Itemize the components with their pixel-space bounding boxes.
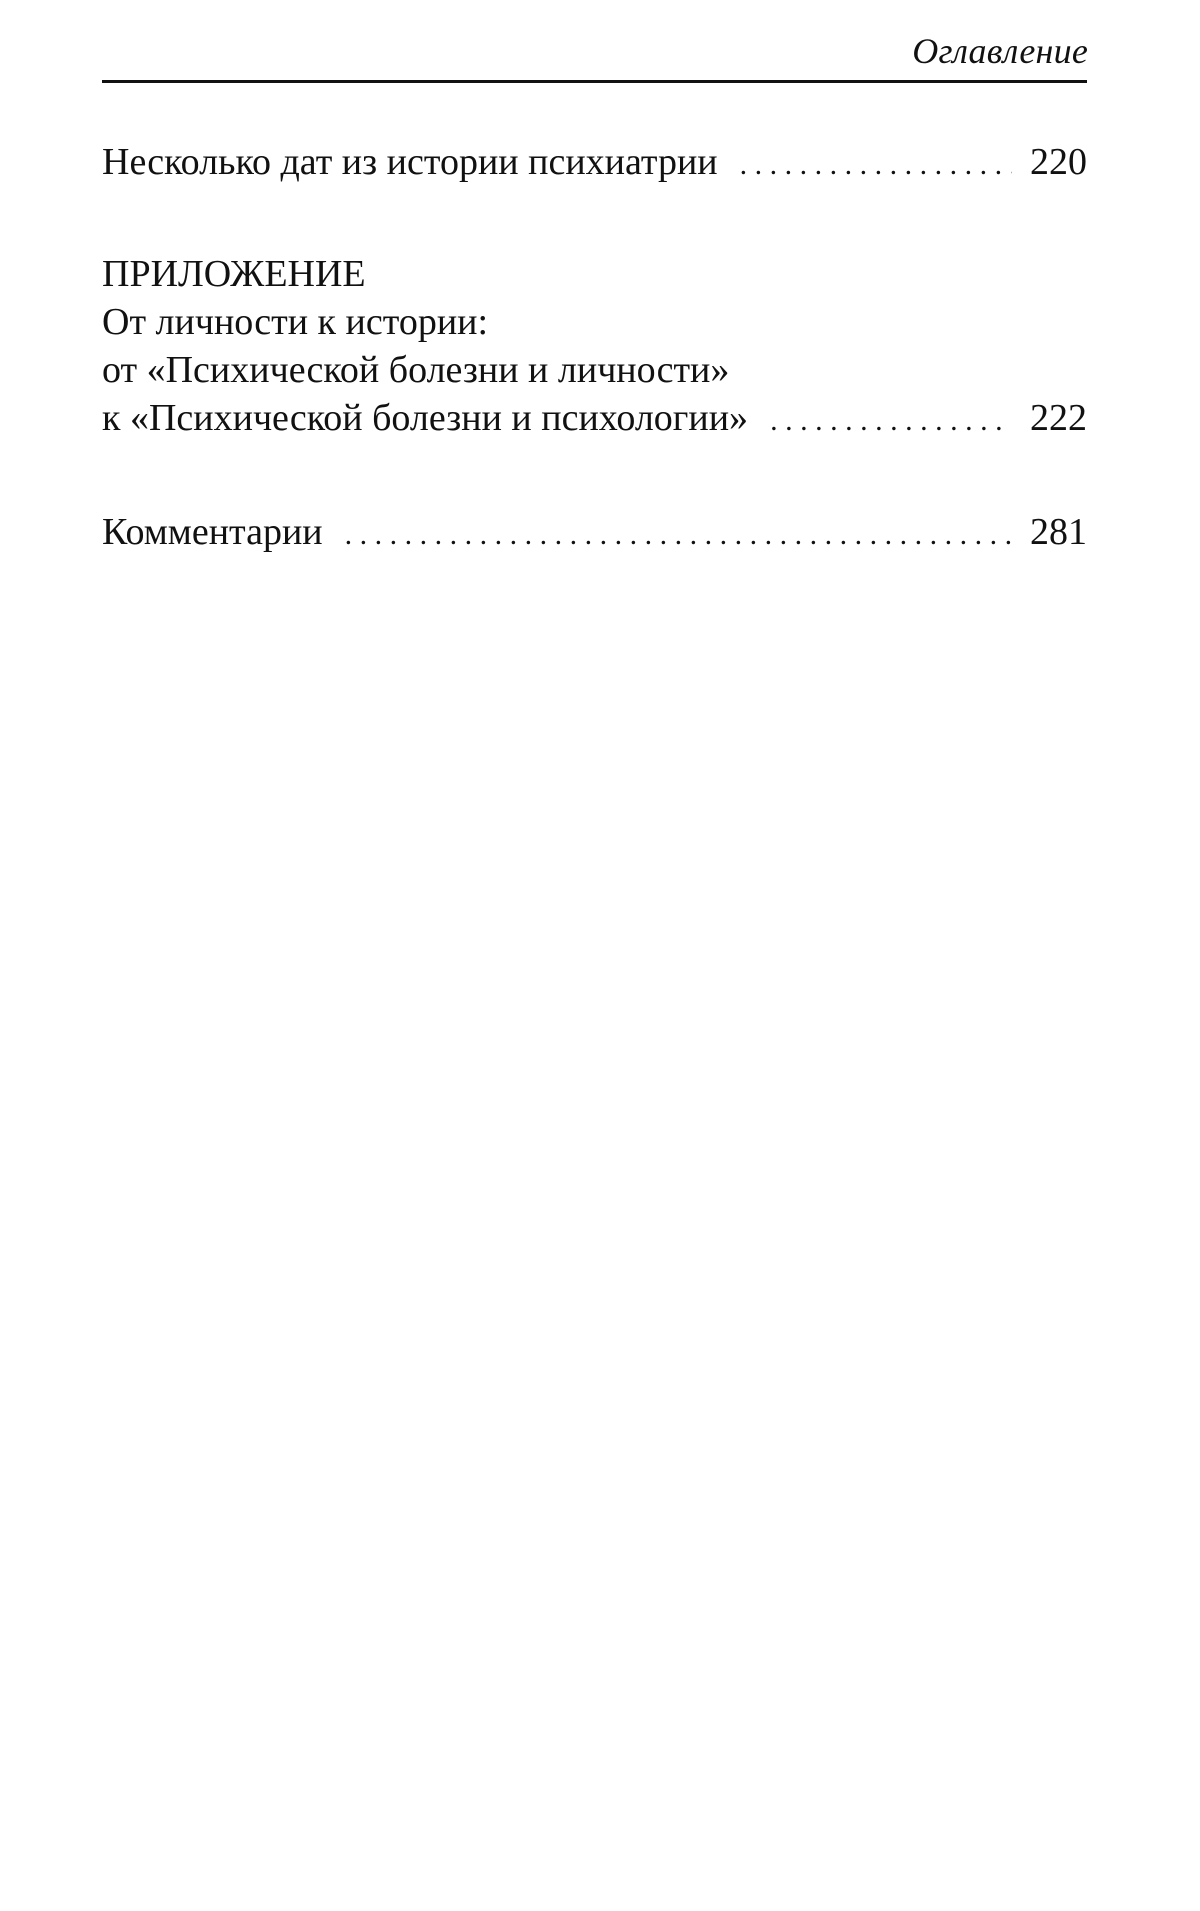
toc-entry — [102, 394, 1087, 442]
toc-entry-dates — [102, 138, 1087, 186]
toc-page-number: 220 — [1030, 141, 1087, 183]
toc-entry-comments — [102, 508, 1087, 556]
toc-entry-title: Комментарии — [102, 511, 323, 553]
toc-entry — [102, 508, 1087, 556]
dot-leader — [345, 520, 1012, 550]
toc-entry-appendix — [102, 250, 1087, 442]
toc-entry-line: от «Психической болезни и личности» — [102, 349, 730, 391]
running-head: Оглавление — [912, 31, 1088, 71]
toc-page-number: 222 — [1030, 397, 1087, 439]
dot-leader — [740, 150, 1012, 180]
section-heading: ПРИЛОЖЕНИЕ — [102, 253, 366, 295]
toc-entry-line: к «Психической болезни и психологии» — [102, 397, 749, 439]
toc-entry-title: Несколько дат из истории психиатрии — [102, 141, 718, 183]
toc-entry-line: От личности к истории: — [102, 301, 489, 343]
dot-leader — [770, 406, 1012, 436]
toc-entry — [102, 138, 1087, 186]
header-rule — [102, 80, 1087, 83]
toc-page-number: 281 — [1030, 511, 1087, 553]
